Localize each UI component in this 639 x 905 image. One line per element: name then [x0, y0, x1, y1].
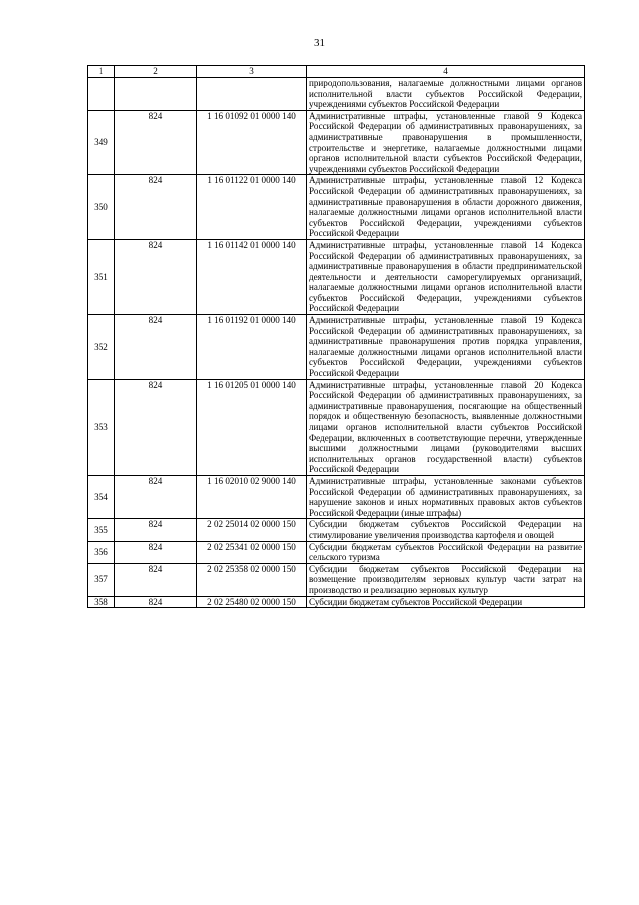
row-number-cell: 355 — [88, 519, 115, 541]
budget-code-cell: 2 02 25014 02 0000 150 — [197, 519, 307, 541]
header-col-3: 3 — [197, 66, 307, 78]
admin-code-cell: 824 — [115, 541, 197, 563]
row-number-cell: 354 — [88, 475, 115, 518]
budget-code-cell: 2 02 25341 02 0000 150 — [197, 541, 307, 563]
budget-code-cell: 1 16 01192 01 0000 140 — [197, 315, 307, 380]
budget-code-cell: 1 16 01142 01 0000 140 — [197, 239, 307, 314]
admin-code-cell: 824 — [115, 519, 197, 541]
row-number-cell: 356 — [88, 541, 115, 563]
continuation-row — [88, 78, 585, 111]
header-col-2: 2 — [115, 66, 197, 78]
admin-code-cell: 824 — [115, 379, 197, 475]
table-row — [88, 175, 585, 240]
description-cell: Субсидии бюджетам субъектов Российской Федерации на развитие сельского туризма — [307, 541, 585, 563]
budget-code-cell: 1 16 01122 01 0000 140 — [197, 175, 307, 240]
row-number-cell: 350 — [88, 175, 115, 240]
table-row — [88, 110, 585, 175]
description-cell: Субсидии бюджетам субъектов Российской Федерации — [307, 596, 585, 608]
description-cell: Административные штрафы, установленные законами субъектов Российской Федерации об административных правонарушениях, за нарушение законов и иных нормативных правовых актов субъектов Российской Федерации (иные штрафы) — [307, 475, 585, 518]
budget-code-cell: 1 16 01205 01 0000 140 — [197, 379, 307, 475]
table-header-row — [88, 66, 585, 78]
table-row — [88, 315, 585, 380]
row-number-cell: 357 — [88, 563, 115, 596]
header-col-4: 4 — [307, 66, 585, 78]
row-number-cell: 351 — [88, 239, 115, 314]
table-row — [88, 239, 585, 314]
table-row — [88, 596, 585, 608]
admin-code-cell: 824 — [115, 175, 197, 240]
budget-code-cell: 1 16 02010 02 9000 140 — [197, 475, 307, 518]
budget-codes-table — [87, 65, 585, 608]
row-number-cell: 349 — [88, 110, 115, 175]
description-cell: Субсидии бюджетам субъектов Российской Федерации на возмещение производителям зерновых культур части затрат на производство и реализацию зерновых культур — [307, 563, 585, 596]
continuation-num-cell — [88, 78, 115, 111]
admin-code-cell: 824 — [115, 315, 197, 380]
admin-code-cell: 824 — [115, 239, 197, 314]
table-row — [88, 563, 585, 596]
description-cell: Административные штрафы, установленные главой 12 Кодекса Российской Федерации об административных правонарушениях, за административные правонарушения в области дорожного движения, налагаемые должностными лицами органов исполнительной власти субъектов Российской Федерации, учреждениями субъектов Российской Федерации — [307, 175, 585, 240]
table-row — [88, 475, 585, 518]
continuation-desc-cell: природопользования, налагаемые должностными лицами органов исполнительной власти субъектов Российской Федерации, учреждениями субъектов Российской Федерации — [307, 78, 585, 111]
row-number-cell: 353 — [88, 379, 115, 475]
table-row — [88, 379, 585, 475]
budget-code-cell: 1 16 01092 01 0000 140 — [197, 110, 307, 175]
description-cell: Административные штрафы, установленные главой 9 Кодекса Российской Федерации об административных правонарушениях, за административные правонарушения в промышленности, строительстве и энергетике, налагаемые должностными лицами органов исполнительной власти субъектов Российской Федерации, учреждениями субъектов Российской Федерации — [307, 110, 585, 175]
page-number: 31 — [314, 37, 325, 49]
row-number-cell: 358 — [88, 596, 115, 608]
admin-code-cell: 824 — [115, 475, 197, 518]
admin-code-cell: 824 — [115, 596, 197, 608]
continuation-code-cell — [197, 78, 307, 111]
table-row — [88, 541, 585, 563]
budget-code-cell: 2 02 25480 02 0000 150 — [197, 596, 307, 608]
description-cell: Административные штрафы, установленные главой 20 Кодекса Российской Федерации об административных правонарушениях, за административные правонарушения, посягающие на общественный порядок и общественную безопасность, выявленные должностными лицами органов исполнительной власти субъектов Российской Федерации, включенных в соответствующие перечни, утвержденные высшими должностными лицами (руководителями высших исполнительных органов государственной власти) субъектов Российской Федерации — [307, 379, 585, 475]
description-cell: Административные штрафы, установленные главой 19 Кодекса Российской Федерации об административных правонарушениях, за административные правонарушения против порядка управления, налагаемые должностными лицами органов исполнительной власти субъектов Российской Федерации, учреждениями субъектов Российской Федерации — [307, 315, 585, 380]
description-cell: Субсидии бюджетам субъектов Российской Федерации на стимулирование увеличения производства картофеля и овощей — [307, 519, 585, 541]
description-cell: Административные штрафы, установленные главой 14 Кодекса Российской Федерации об административных правонарушениях, за административные правонарушения в области предпринимательской деятельности и деятельности саморегулируемых организаций, налагаемые должностными лицами органов исполнительной власти субъектов Российской Федерации, учреждениями субъектов Российской Федерации — [307, 239, 585, 314]
admin-code-cell: 824 — [115, 110, 197, 175]
budget-code-cell: 2 02 25358 02 0000 150 — [197, 563, 307, 596]
row-number-cell: 352 — [88, 315, 115, 380]
continuation-admin-cell — [115, 78, 197, 111]
header-col-1: 1 — [88, 66, 115, 78]
admin-code-cell: 824 — [115, 563, 197, 596]
table-row — [88, 519, 585, 541]
